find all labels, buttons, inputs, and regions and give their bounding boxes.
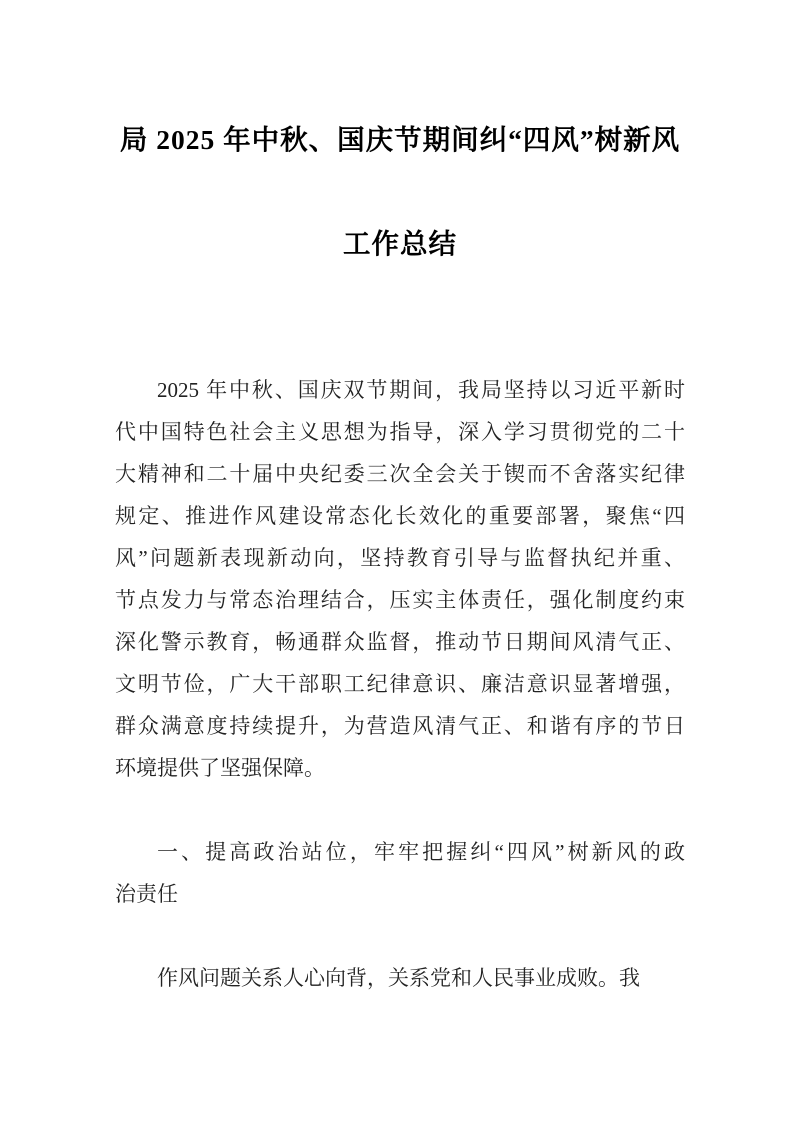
section-heading-1 [115, 831, 685, 915]
title-line-1: 局 2025 年中秋、国庆节期间纠“四风”树新风 [119, 124, 681, 155]
paragraph-line: 代中国特色社会主义思想为指导，深入学习贯彻党的二十 [115, 420, 685, 444]
paragraph-line: 2025 年中秋、国庆双节期间，我局坚持以习近平新时 [157, 378, 685, 402]
document-content [115, 88, 685, 999]
title-line-2: 工作总结 [343, 228, 457, 259]
document-title [115, 88, 685, 296]
paragraph-line: 规定、推进作风建设常态化长效化的重要部署，聚焦“四 [115, 504, 685, 528]
paragraph-line: 群众满意度持续提升，为营造风清气正、和谐有序的节日 [115, 714, 685, 738]
heading-line: 治责任 [115, 882, 178, 906]
paragraph-summary [115, 369, 685, 789]
paragraph-line: 节点发力与常态治理结合，压实主体责任，强化制度约束 [115, 588, 685, 612]
paragraph-line: 风”问题新表现新动向，坚持教育引导与监督执纪并重、 [115, 546, 685, 570]
paragraph-line: 文明节俭，广大干部职工纪律意识、廉洁意识显著增强， [115, 672, 685, 696]
paragraph-line: 环境提供了坚强保障。 [115, 756, 325, 780]
paragraph-line: 深化警示教育，畅通群众监督，推动节日期间风清气正、 [115, 630, 685, 654]
heading-line: 一、提高政治站位，牢牢把握纠“四风”树新风的政 [157, 840, 685, 864]
paragraph-section-1-body [115, 957, 685, 999]
paragraph-line: 作风问题关系人心向背，关系党和人民事业成败。我 [157, 966, 640, 990]
document-body [115, 369, 685, 999]
paragraph-line: 大精神和二十届中央纪委三次全会关于锲而不舍落实纪律 [115, 462, 685, 486]
